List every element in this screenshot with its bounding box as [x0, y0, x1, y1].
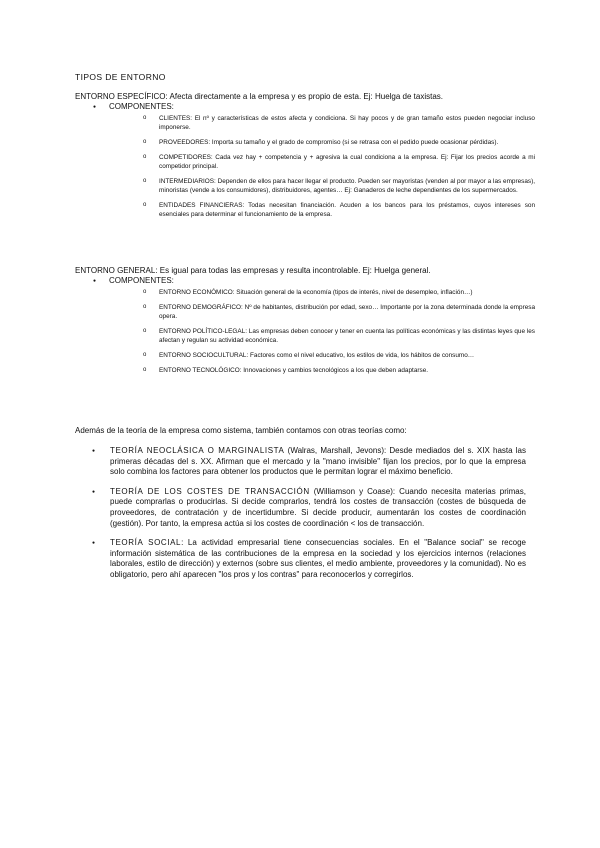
- bullet-list: [75, 102, 535, 219]
- theory-term: TEORÍA NEOCLÁSICA O MARGINALISTA: [110, 446, 285, 455]
- list-item: [92, 487, 526, 529]
- list-item: [143, 351, 535, 360]
- term: ENTORNO TECNOLÓGICO: [159, 367, 240, 374]
- theory-text: (Walras, Marshall, Jevons): Desde mediados del s. XIX hasta las primeras décadas del s. XX. Afirman que el mercado y la "mano invisible" fijan los precios, por lo que la empresa solo combina los factores para obtener los productos que le permitan lograr el máximo beneficio.: [110, 446, 526, 477]
- section-entorno-general: [75, 266, 535, 381]
- term: ENTORNO ECONÓMICO: [159, 289, 233, 296]
- definition: : Innovaciones y cambios tecnológicos a los que deben adaptarse.: [239, 367, 429, 374]
- definition: : Dependen de ellos para hacer llegar el producto. Pueden ser mayoristas (venden al por mayor a las empresas), minoristas (vende a los consumidores), distribuidores, agentes… Ej: Ganaderos de leche dependientes de los supermercados.: [159, 178, 535, 194]
- sub-list: [109, 288, 535, 375]
- list-item: [143, 288, 535, 297]
- document-title: TIPOS DE ENTORNO: [75, 72, 166, 82]
- definition: : El nº y características de estos afecta y condiciona. Si hay pocos y de gran tamaño estos pueden negociar incluso imponerse.: [159, 115, 535, 131]
- term: ENTORNO POLÍTICO-LEGAL: [159, 328, 246, 335]
- list-item: [143, 153, 535, 171]
- definition: : Factores como el nivel educativo, los estilos de vida, los hábitos de consumo…: [246, 352, 475, 359]
- sub-list: [109, 114, 535, 219]
- theory-text: : La actividad empresarial tiene consecuencias sociales. En el "Balance social" se recoge información sistemática de las contribuciones de la empresa en la sociedad y los ejercicios internos (relaciones laborales, estilo de dirección) y externos (sobre sus clientes, el medio ambiente, proveedores y la comunidad). No es obligatorio, pero ahí aparecen "los pros y los contras" para reconocerlos y corregirlos.: [110, 538, 526, 579]
- list-item: [143, 138, 535, 147]
- term: CLIENTES: [159, 115, 191, 122]
- list-item: [92, 446, 526, 478]
- list-item: [93, 102, 535, 219]
- definition: : Nº de habitantes, distribución por edad, sexo… Importante por la zona determinada donde la empresa opera.: [159, 304, 535, 320]
- list-item: [143, 327, 535, 345]
- theory-term: TEORÍA DE LOS COSTES DE TRANSACCIÓN: [110, 486, 310, 496]
- intro-paragraph: Además de la teoría de la empresa como sistema, también contamos con otras teorías como:: [75, 426, 407, 435]
- theories-list: [92, 446, 526, 590]
- list-item: [143, 114, 535, 132]
- theory-term: TEORÍA SOCIAL: [110, 538, 182, 548]
- definition: : Cada vez hay + competencia y + agresiva la cual condiciona a la empresa. Ej: Fijar los precios acorde a mi competidor principal.: [159, 154, 535, 170]
- section-heading: ENTORNO ESPECÍFICO: Afecta directamente a la empresa y es propio de esta. Ej: Huelga de taxistas.: [75, 92, 444, 101]
- theory-text: (Williamson y Coase): Cuando necesita materias primas, puede comprarlas o producirlas. Si decide comprarlos, tendrá los costes de transacción (costes de búsqueda de proveedores, de contratación y de incertidumbre. Si decide producir, aumentarán los costes de coordinación (gestión). Por tanto, la empresa actúa si los costes de coordinación < los de transacción.: [110, 486, 526, 528]
- definition: : Situación general de la economía (tipos de interés, nivel de desempleo, inflación…): [232, 289, 473, 296]
- list-item: [143, 366, 535, 375]
- section-entorno-especifico: [75, 92, 535, 225]
- definition: : Todas necesitan financiación. Acuden a los bancos para los préstamos, cuyos intereses son esenciales para determinar el funcionamiento de la empresa.: [159, 202, 535, 218]
- section-heading: ENTORNO GENERAL: Es igual para todas las empresas y resulta incontrolable. Ej: Huelga general.: [75, 266, 431, 275]
- list-item: [143, 177, 535, 195]
- term: COMPETIDORES: [159, 154, 211, 161]
- term: PROVEEDORES: [159, 139, 209, 146]
- components-label: COMPONENTES:: [109, 276, 174, 285]
- list-item: [92, 538, 526, 580]
- term: ENTORNO SOCIOCULTURAL: [159, 352, 247, 359]
- definition: : Las empresas deben conocer y tener en cuenta las políticas económicas y las distintas leyes que les afectan y regulan su actividad económica.: [159, 328, 535, 344]
- term: INTERMEDIARIOS: [159, 178, 215, 185]
- definition: : Importa su tamaño y el grado de compromiso (si se retrasa con el pedido puede ocasionar pérdidas).: [208, 139, 499, 146]
- list-item: [143, 201, 535, 219]
- term: ENTIDADES FINANCIERAS: [159, 202, 243, 209]
- term: ENTORNO DEMOGRÁFICO: [159, 304, 241, 311]
- bullet-list: [75, 276, 535, 375]
- list-item: [93, 276, 535, 375]
- components-label: COMPONENTES:: [109, 102, 174, 111]
- list-item: [143, 303, 535, 321]
